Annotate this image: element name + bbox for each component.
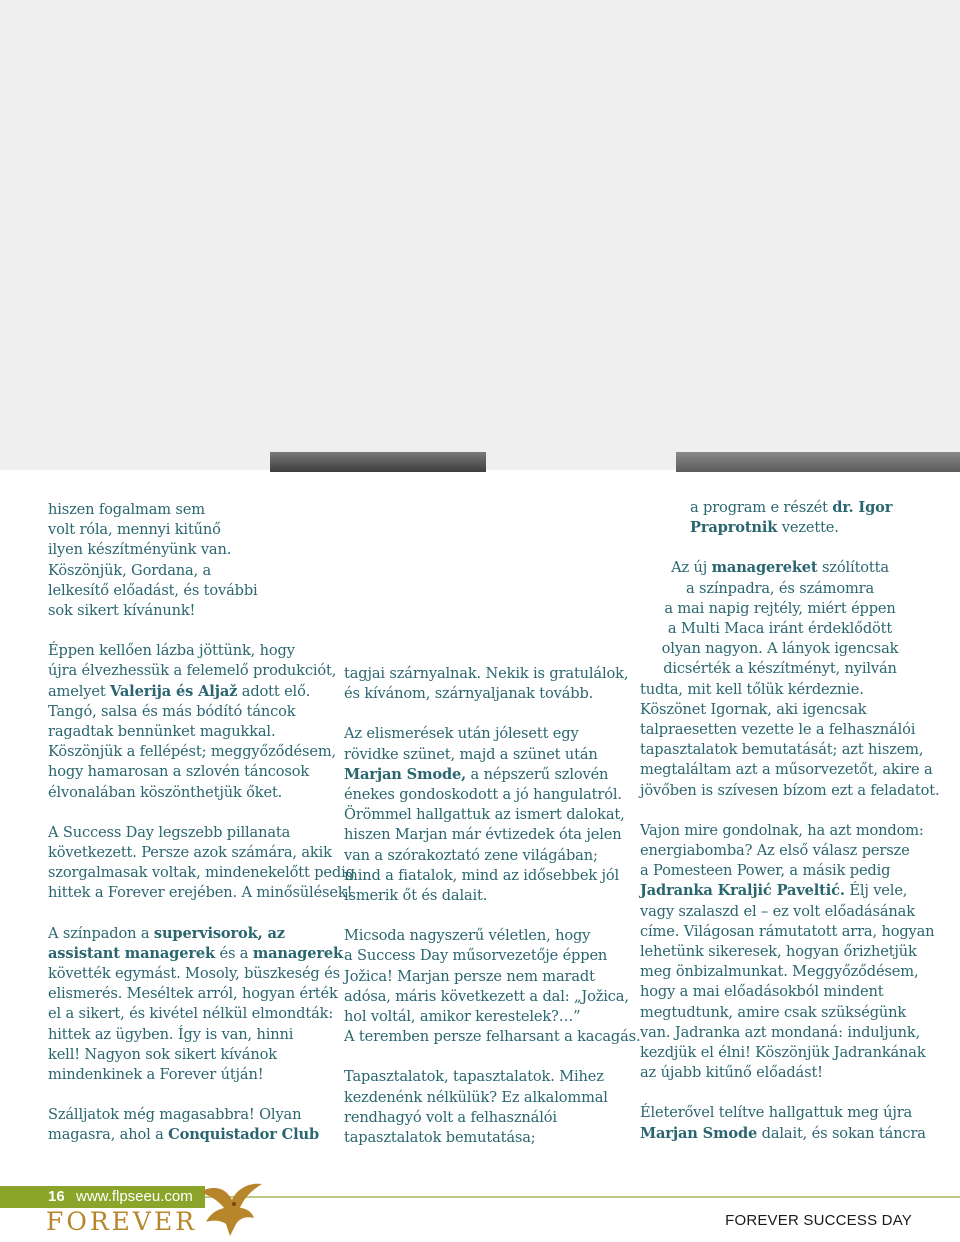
text-line: tapasztalatok bemutatását; azt hiszem, — [640, 741, 924, 759]
text-line: Praprotnik vezette. — [690, 519, 839, 537]
text-line: sok sikert kívánunk! — [48, 602, 196, 620]
text-line: adósa, máris következett a dal: „Jožica, — [344, 987, 629, 1005]
photo-placeholder — [0, 0, 960, 470]
paragraph — [344, 926, 641, 1047]
paragraph — [48, 641, 338, 803]
text-line: Éppen kellően lázba jöttünk, hogy — [48, 642, 295, 660]
text-line: energiabomba? Az első válasz persze — [640, 842, 910, 860]
paragraph — [48, 500, 338, 621]
text-line: hogy hamarosan a szlovén táncosok — [48, 763, 310, 781]
text-line: tudta, mit kell tőlük kérdeznie. — [640, 680, 864, 698]
text-line: Köszönet Igornak, aki igencsak — [640, 700, 867, 718]
text-line: a színpadra, és számomra — [685, 579, 875, 597]
text-line: Életerővel telítve hallgattuk meg újra — [640, 1104, 913, 1122]
text-line: elismerés. Meséltek arról, hogyan érték — [48, 985, 338, 1003]
text-line: élvonalában köszönthetjük őket. — [48, 783, 283, 801]
paragraph — [48, 924, 344, 1086]
article-column-3 — [640, 498, 940, 1144]
text-line: tapasztalatok bemutatása; — [344, 1129, 536, 1147]
text-line: Marjan Smode dalait, és sokan táncra — [640, 1124, 926, 1142]
text-line: assistant managerek és a managerek — [48, 944, 344, 962]
text-line: kezdjük el élni! Köszönjük Jadrankának — [640, 1044, 926, 1062]
eagle-logo-icon — [196, 1178, 266, 1238]
text-line: kell! Nagyon sok sikert kívánok — [48, 1045, 277, 1063]
text-line: hittek az ügyben. Így is van, hinni — [48, 1025, 294, 1043]
text-line: kezdenénk nélkülük? Ez alkalommal — [344, 1088, 608, 1106]
text-line: ilyen készítményünk van. — [48, 541, 232, 559]
page-number: 16 — [48, 1188, 65, 1205]
paragraph — [344, 664, 634, 704]
paragraph — [640, 558, 940, 800]
text-line: megtudtunk, amire csak szükségünk — [640, 1003, 907, 1021]
text-line: megtaláltam azt a műsorvezetőt, akire a — [640, 761, 933, 779]
text-line: ismerik őt és dalait. — [344, 887, 488, 905]
paragraph — [344, 1067, 634, 1148]
text-line: mind a fiatalok, mind az idősebbek jól — [344, 866, 620, 884]
paragraph — [48, 1105, 338, 1145]
article-column-1 — [48, 500, 355, 1146]
text-line: Köszönjük, Gordana, a — [48, 561, 212, 579]
text-line: van. Jadranka azt mondaná: induljunk, — [640, 1023, 921, 1041]
text-line: és kívánom, szárnyaljanak tovább. — [344, 685, 594, 703]
text-line: tagjai szárnyalnak. Nekik is gratulálok, — [344, 665, 629, 682]
text-line: Szálljatok még magasabbra! Olyan — [48, 1106, 302, 1124]
text-line: újra élvezhessük a felemelő produkciót, — [48, 662, 337, 680]
text-line: a Multi Maca iránt érdeklődött — [667, 620, 893, 638]
text-line: rövidke szünet, majd a szünet után — [344, 745, 598, 763]
text-line: el a sikert, és kivétel nélkül elmondták: — [48, 1005, 334, 1023]
text-line: Vajon mire gondolnak, ha azt mondom: — [640, 821, 924, 839]
text-line: a mai napig rejtély, miért éppen — [664, 599, 896, 617]
text-line: Jožica! Marjan persze nem maradt — [344, 967, 595, 985]
text-line: Örömmel hallgattuk az ismert dalokat, — [344, 806, 625, 824]
text-line: talpraesetten vezette le a felhasználói — [640, 721, 916, 739]
article-column-2 — [344, 664, 641, 1148]
text-line: hittek a Forever erejében. A minősülések! — [48, 884, 353, 902]
text-line: A Success Day legszebb pillanata — [48, 823, 291, 841]
text-line: a Pomesteen Power, a másik pedig — [640, 862, 891, 880]
text-line: az újabb kitűnő előadást! — [640, 1064, 823, 1082]
text-line: Az új managereket szólította — [671, 559, 889, 577]
text-line: rendhagyó volt a felhasználói — [344, 1108, 557, 1126]
text-line: hiszen Marjan már évtizedek óta jelen — [344, 826, 622, 844]
photo-shadow-left — [270, 452, 486, 472]
text-line: olyan nagyon. A lányok igencsak — [661, 640, 899, 658]
text-line: A teremben persze felharsant a kacagás. — [344, 1028, 641, 1046]
forever-logo: FOREVER — [46, 1207, 198, 1236]
text-line: amelyet Valerija és Aljaž adott elő. — [48, 682, 311, 700]
website-link[interactable]: www.flpseeu.com — [76, 1188, 193, 1205]
text-line: lelkesítő előadást, és további — [48, 581, 258, 599]
text-line: Marjan Smode, a népszerű szlovén — [344, 765, 609, 783]
text-line: Jadranka Kraljić Paveltić. Élj vele, — [640, 882, 908, 900]
photo-shadow-right — [676, 452, 960, 472]
text-line: hogy a mai előadásokból mindent — [640, 983, 884, 1001]
text-line: Tangó, salsa és más bódító táncok — [48, 702, 296, 720]
section-title: FOREVER SUCCESS DAY — [725, 1212, 912, 1229]
text-line: Micsoda nagyszerű véletlen, hogy — [344, 927, 591, 945]
text-line: a Success Day műsorvezetője éppen — [344, 947, 608, 965]
paragraph — [344, 724, 634, 906]
text-line: mindenkinek a Forever útján! — [48, 1066, 264, 1084]
footer-rule — [205, 1196, 960, 1198]
paragraph — [640, 821, 935, 1084]
text-line: dicsérték a készítményt, nyilván — [663, 660, 897, 678]
paragraph — [640, 498, 920, 538]
text-line: Az elismerések után jólesett egy — [344, 725, 579, 743]
paragraph — [640, 1103, 926, 1143]
text-line: van a szórakoztató zene világában; — [344, 846, 598, 864]
text-line: vagy szalaszd el – ez volt előadásának — [640, 902, 915, 920]
text-line: követték egymást. Mosoly, büszkeség és — [48, 965, 340, 983]
text-line: a program e részét dr. Igor — [690, 499, 893, 516]
text-line: A színpadon a supervisorok, az — [48, 924, 285, 942]
text-line: énekes gondoskodott a jó hangulatról. — [344, 786, 622, 804]
text-line: Köszönjük a fellépést; meggyőződésem, — [48, 743, 336, 761]
text-line: Tapasztalatok, tapasztalatok. Mihez — [344, 1068, 604, 1086]
text-line: magasra, ahol a Conquistador Club — [48, 1126, 320, 1144]
text-line: hol voltál, amikor kerestelek?…” — [344, 1008, 581, 1026]
paragraph — [48, 823, 355, 904]
text-line: címe. Világosan rámutatott arra, hogyan — [640, 922, 935, 940]
text-line: volt róla, mennyi kitűnő — [48, 521, 221, 539]
text-line: lehetünk sikeresek, hogyan őrizhetjük — [640, 943, 917, 961]
text-line: hiszen fogalmam sem — [48, 501, 205, 518]
text-line: szorgalmasak voltak, mindenekelőtt pedig — [48, 864, 355, 882]
text-line: következett. Persze azok számára, akik — [48, 844, 332, 862]
text-line: ragadtak bennünket magukkal. — [48, 723, 276, 741]
text-line: meg önbizalmunkat. Meggyőződésem, — [640, 963, 919, 981]
text-line: jövőben is szívesen bízom ezt a feladatot. — [640, 781, 940, 799]
